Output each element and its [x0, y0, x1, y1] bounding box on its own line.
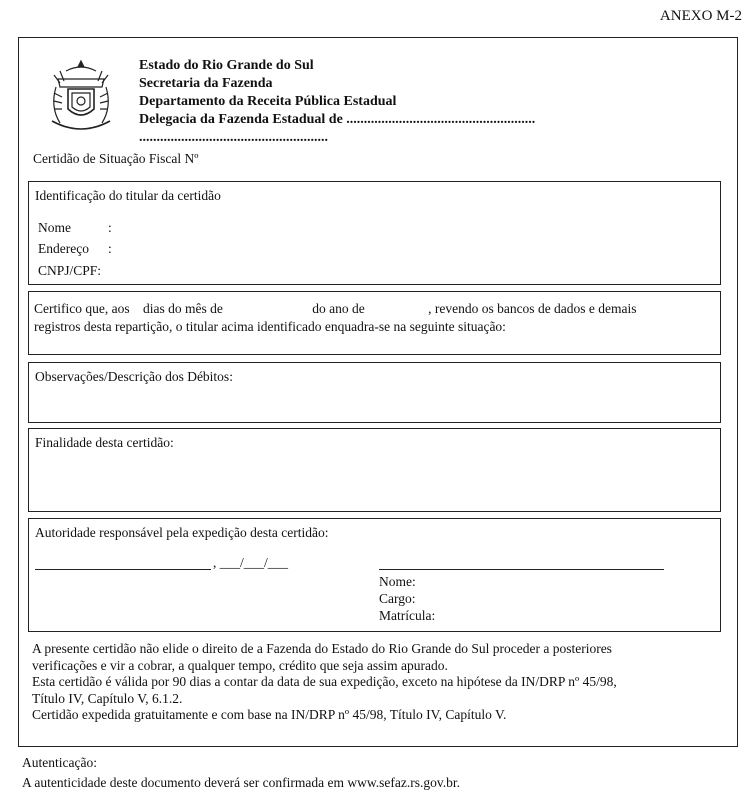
header-state: Estado do Rio Grande do Sul	[139, 58, 314, 73]
annex-label: ANEXO M-2	[659, 8, 742, 24]
authority-section	[28, 518, 721, 632]
footer-notes	[32, 641, 732, 724]
header-delegacy-continuation: ......................................................	[139, 130, 328, 145]
authentication-text: A autenticidade deste documento deverá ser confirmada em www.sefaz.rs.gov.br.	[22, 775, 460, 790]
certify-part-3: do ano de	[312, 301, 365, 316]
footer-p2-line1: Esta certidão é válida por 90 dias a contar da data de sua expedição, exceto na hipótese da IN/DRP nº 45/98,	[32, 674, 617, 689]
address-row	[38, 241, 112, 257]
authentication-label: Autenticação:	[22, 755, 97, 770]
certificate-number-label: Certidão de Situação Fiscal Nº	[33, 151, 199, 166]
certification-section	[28, 291, 721, 355]
identification-title: Identificação do titular da certidão	[35, 188, 221, 203]
observations-section	[28, 362, 721, 423]
certify-line-2: registros desta repartição, o titular acima identificado enquadra-se na seguinte situação:	[34, 319, 506, 334]
certify-part-4: , revendo os bancos de dados e demais	[428, 301, 637, 316]
header-department: Departamento da Receita Pública Estadual	[139, 94, 397, 109]
signer-position-label: Cargo:	[379, 591, 416, 606]
certify-part-2: dias do mês de	[142, 301, 223, 316]
identification-section	[28, 181, 721, 285]
authority-title: Autoridade responsável pela expedição desta certidão:	[35, 525, 329, 540]
name-colon: :	[108, 220, 112, 235]
document-header	[139, 57, 535, 147]
signer-name-label: Nome:	[379, 574, 416, 589]
footer-p2-line2: Título IV, Capítulo V, 6.1.2.	[32, 690, 183, 706]
purpose-section	[28, 428, 721, 512]
name-row	[38, 220, 112, 236]
footer-p1-line1: A presente certidão não elide o direito de a Fazenda do Estado do Rio Grande do Sul proceder a posteriores	[32, 641, 612, 656]
footer-p1-line2: verificações e vir a cobrar, a qualquer tempo, crédito que seja assim apurado.	[32, 657, 448, 673]
signature-line	[379, 569, 664, 570]
document-row	[38, 263, 101, 279]
address-label: Endereço	[38, 241, 89, 256]
footer-p3: Certidão expedida gratuitamente e com base na IN/DRP nº 45/98, Título IV, Capítulo V.	[32, 707, 507, 722]
observations-title: Observações/Descrição dos Débitos:	[35, 369, 233, 384]
certify-part-1: Certifico que, aos	[34, 301, 130, 316]
header-delegacy: Delegacia da Fazenda Estadual de ......................................................	[139, 112, 536, 127]
purpose-title: Finalidade desta certidão:	[35, 435, 174, 450]
signature-fields	[379, 573, 435, 624]
coat-of-arms-icon	[46, 57, 116, 135]
header-secretariat: Secretaria da Fazenda	[139, 76, 273, 91]
date-placeholder: , ___/___/___	[213, 555, 289, 570]
address-colon: :	[108, 241, 112, 256]
document-label: CNPJ/CPF:	[38, 263, 102, 278]
signer-registration-label: Matrícula:	[379, 608, 436, 623]
name-label: Nome	[38, 220, 71, 235]
location-line	[35, 569, 211, 570]
certify-line-1	[34, 301, 714, 317]
